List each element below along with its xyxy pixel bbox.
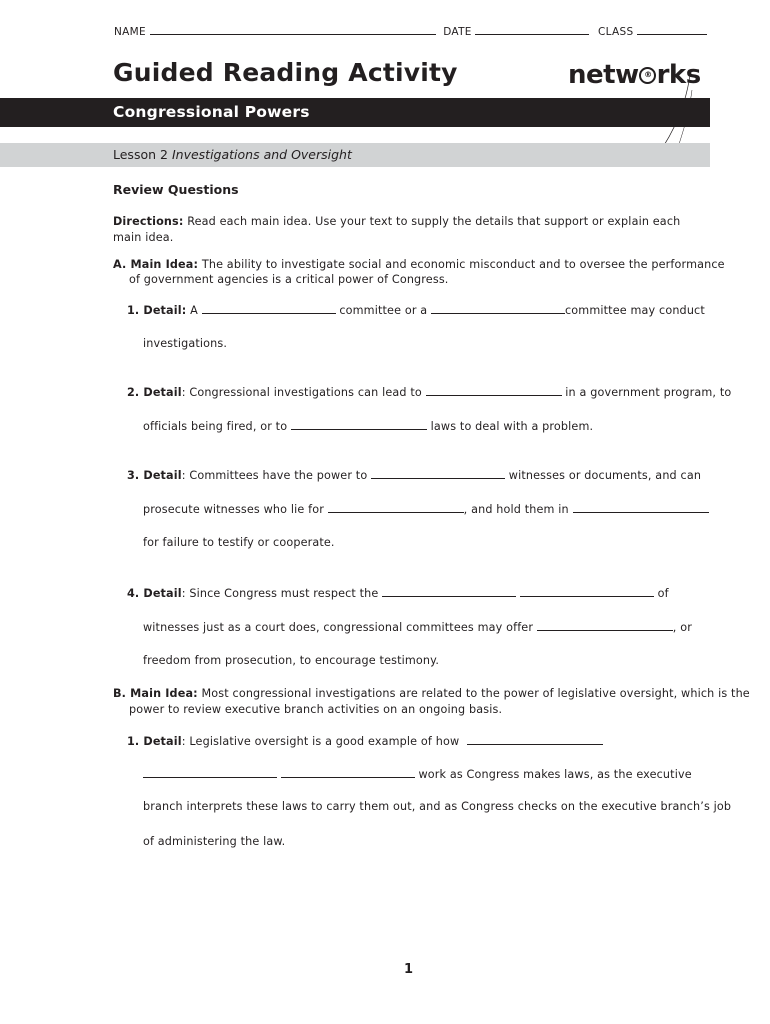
lesson-bar [0,143,710,167]
answer-blank[interactable] [537,618,673,631]
directions-line-1 [113,214,680,229]
detail-label: 4. Detail [127,587,182,600]
main-idea-b-line-2: power to review executive branch activities on an ongoing basis. [129,703,503,716]
detail-a2-line-2 [143,417,593,434]
directions-label: Directions: [113,215,184,228]
date-field[interactable] [475,24,589,35]
detail-text: : Committees have the power to [181,469,368,482]
topic-banner [0,98,710,127]
name-label: NAME [114,26,146,38]
main-idea-b-line-1 [113,686,750,701]
directions-line-2: main idea. [113,231,174,244]
detail-text: prosecute witnesses who lie for [143,503,324,516]
topic-title: Congressional Powers [113,103,310,121]
answer-blank[interactable] [520,584,654,597]
detail-text: officials being fired, or to [143,420,288,433]
answer-blank[interactable] [371,466,505,479]
answer-blank[interactable] [431,301,565,314]
detail-text: committee may conduct [565,304,705,317]
detail-label: 1. Detail [127,735,182,748]
detail-text: work as Congress makes laws, as the executive [418,768,692,781]
student-info-row [114,24,707,38]
answer-blank[interactable] [143,765,277,778]
detail-a4-line-1 [127,584,669,601]
answer-blank[interactable] [291,417,427,430]
detail-text: : Since Congress must respect the [181,587,379,600]
detail-a1-line-1 [127,301,705,318]
detail-a3-line-2 [143,500,709,517]
answer-blank[interactable] [426,383,562,396]
detail-text: : Congressional investigations can lead to [181,386,422,399]
main-idea-a-text-1: The ability to investigate social and economic misconduct and to oversee the performance [201,258,725,271]
detail-text: in a government program, to [565,386,732,399]
detail-a3-line-1 [127,466,701,483]
main-idea-a-line-2: of government agencies is a critical power of Congress. [129,273,449,286]
logo-prefix: netw [568,60,639,90]
detail-text: : Legislative oversight is a good example of how [181,735,460,748]
main-idea-b-label: B. Main Idea: [113,687,198,700]
detail-b1-line-3: branch interprets these laws to carry them out, and as Congress checks on the executive branch’s job [143,800,732,813]
directions-text-1: Read each main idea. Use your text to supply the details that support or explain each [187,215,681,228]
detail-b1-line-4: of administering the law. [143,835,286,848]
answer-blank[interactable] [573,500,709,513]
lesson-subtitle: Investigations and Oversight [171,147,352,162]
lesson-heading [113,147,352,162]
answer-blank[interactable] [281,765,415,778]
lesson-label: Lesson 2 [113,147,168,162]
detail-b1-line-1 [127,732,603,749]
detail-a4-line-3: freedom from prosecution, to encourage testimony. [143,654,440,667]
answer-blank[interactable] [328,500,464,513]
detail-text: , or [672,621,692,634]
detail-a1-line-2: investigations. [143,337,228,350]
detail-a3-line-3: for failure to testify or cooperate. [143,536,335,549]
detail-text: committee or a [339,304,428,317]
date-label: DATE [443,26,472,38]
detail-b1-line-2 [143,765,692,782]
detail-text: A [190,304,198,317]
section-heading: Review Questions [113,182,239,197]
detail-text: witnesses or documents, and can [508,469,702,482]
detail-label: 1. Detail: [127,304,187,317]
answer-blank[interactable] [382,584,516,597]
detail-text: witnesses just as a court does, congressional committees may offer [143,621,534,634]
main-idea-a-line-1 [113,257,725,272]
page-title: Guided Reading Activity [113,58,458,87]
detail-text: of [657,587,669,600]
detail-a2-line-1 [127,383,731,400]
detail-text: , and hold them in [463,503,569,516]
main-idea-a-label: A. Main Idea: [113,258,199,271]
name-field[interactable] [150,24,436,35]
logo-suffix: rks [656,60,701,90]
logo-o-registered-icon: ® [639,67,656,84]
detail-label: 2. Detail [127,386,182,399]
class-label: CLASS [598,26,634,38]
answer-blank[interactable] [202,301,336,314]
answer-blank[interactable] [467,732,603,745]
detail-a4-line-2 [143,618,692,635]
detail-label: 3. Detail [127,469,182,482]
class-field[interactable] [637,24,707,35]
main-idea-b-text-1: Most congressional investigations are related to the power of legislative oversight, which is the [201,687,750,700]
page-number: 1 [404,962,414,977]
detail-text: laws to deal with a problem. [430,420,594,433]
